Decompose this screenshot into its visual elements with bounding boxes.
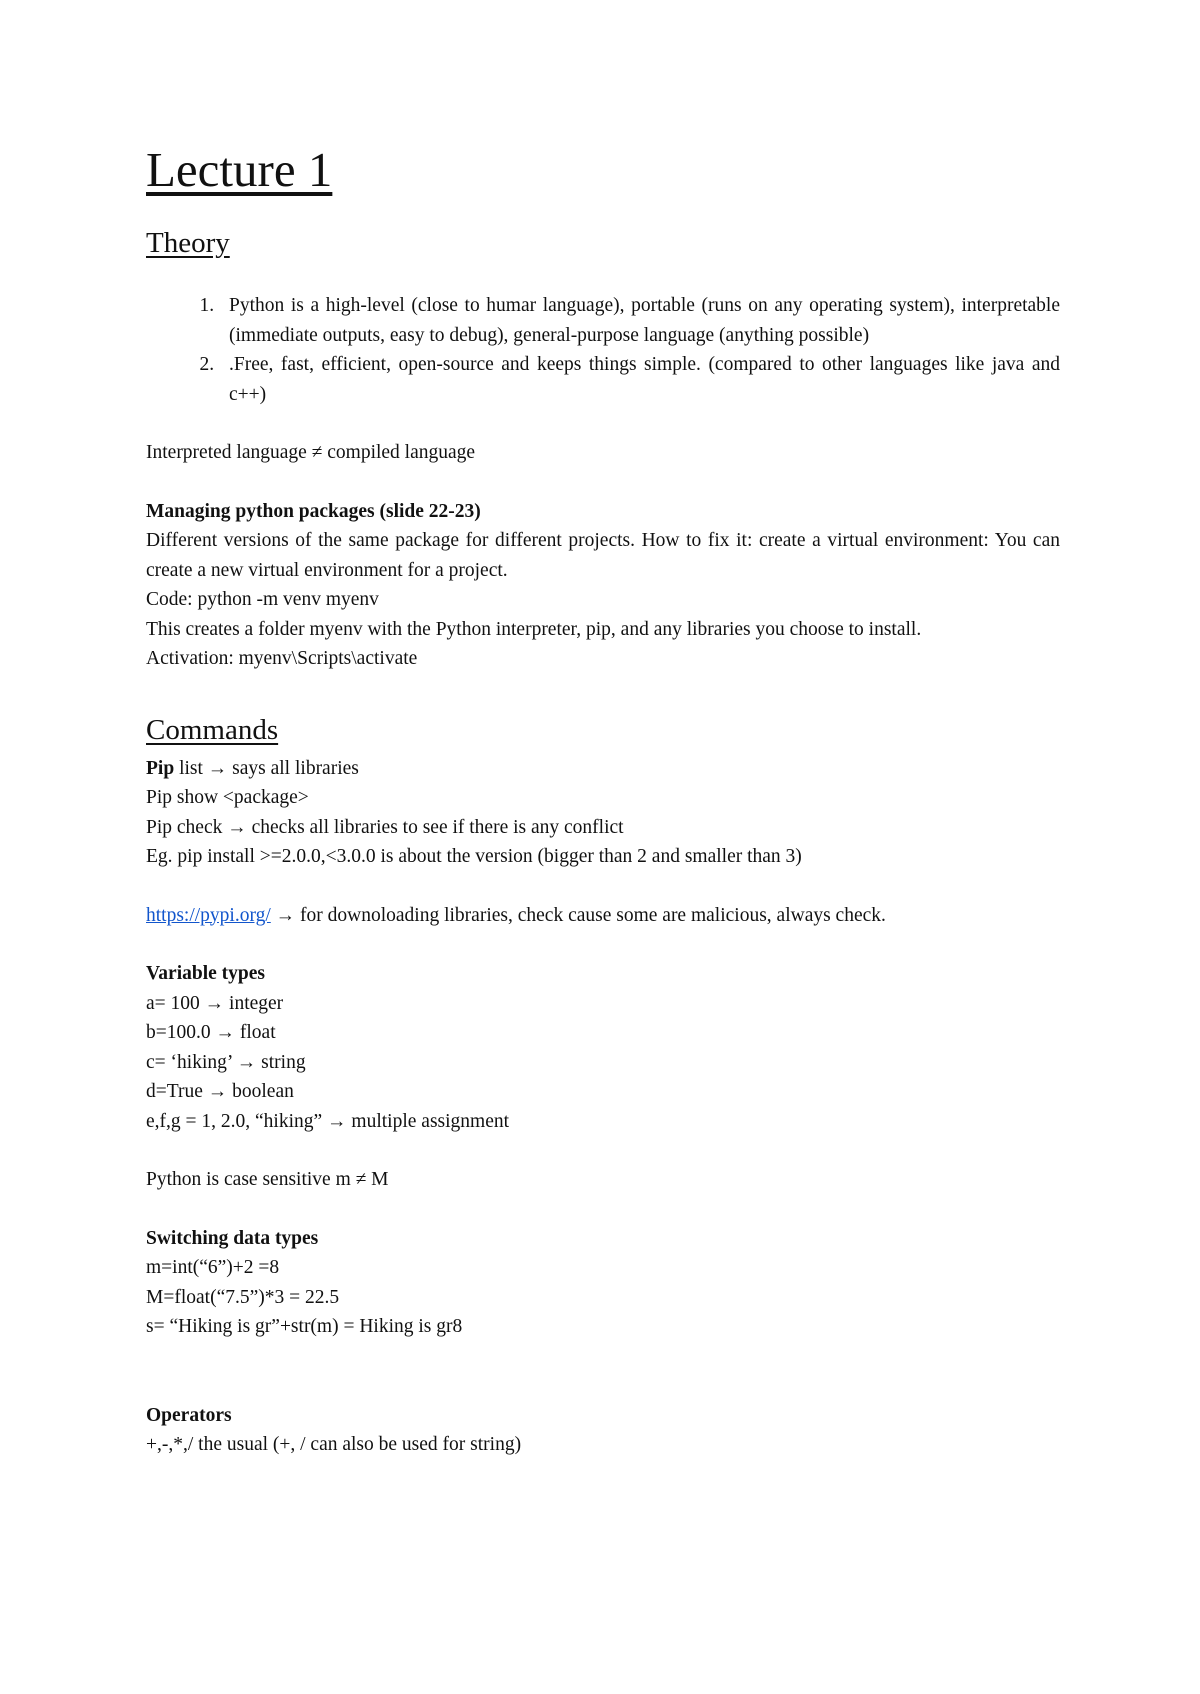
case-sensitive-line: Python is case sensitive m ≠ M: [146, 1169, 389, 1190]
code-line: Code: python -m venv myenv: [146, 589, 379, 610]
pypi-line: [146, 901, 1060, 931]
switching-heading: Switching data types: [146, 1227, 319, 1249]
pip-install-line: Eg. pip install >=2.0.0,<3.0.0 is about the version (bigger than 2 and smaller than 3): [146, 846, 802, 867]
pip-check-line: Pip check → checks all libraries to see if there is any conflict: [146, 816, 624, 838]
pypi-link[interactable]: https://pypi.org/: [146, 904, 271, 926]
variable-line: a= 100 → integer: [146, 992, 284, 1014]
operators-heading: Operators: [146, 1404, 232, 1426]
list-item: 2. .Free, fast, efficient, open-source and keeps things simple. (compared to other languages like java and c++): [219, 350, 1060, 409]
variable-line: d=True → boolean: [146, 1081, 294, 1102]
variable-line: c= ‘hiking’ → string: [146, 1051, 306, 1073]
theory-heading: Theory: [146, 227, 230, 259]
variable-types-heading: Variable types: [146, 963, 265, 984]
operators-line: +,-,*,/ the usual (+, / can also be used for string): [146, 1434, 522, 1455]
interpreted-line: Interpreted language ≠ compiled language: [146, 442, 476, 463]
packages-text: Different versions of the same package for different projects. How to fix it: create a virtual environment: You can create a new virtual environment for a project.: [146, 530, 1060, 581]
variable-line: e,f,g = 1, 2.0, “hiking” → multiple assignment: [146, 1110, 510, 1132]
switching-line: M=float(“7.5”)*3 = 22.5: [146, 1286, 340, 1308]
document-page: [146, 140, 1060, 1460]
folder-line: This creates a folder myenv with the Python interpreter, pip, and any libraries you choose to install.: [146, 618, 922, 640]
pip-show-line: Pip show <package>: [146, 787, 309, 808]
switching-line: m=int(“6”)+2 =8: [146, 1257, 280, 1278]
pypi-text: → for downoloading libraries, check cause some are malicious, always check.: [270, 904, 886, 926]
activation-line: Activation: myenv\Scripts\activate: [146, 648, 418, 669]
pip-bold: Pip: [146, 757, 175, 779]
page-title: Lecture 1: [146, 142, 333, 197]
pip-list-text: list → says all libraries: [174, 757, 359, 779]
theory-list: [146, 291, 1060, 409]
packages-heading: Managing python packages (slide 22-23): [146, 500, 481, 522]
list-item: 1. Python is a high-level (close to humar language), portable (runs on any operating system), interpretable (immediate outputs, easy to debug), general-purpose language (anything possible): [219, 291, 1060, 350]
variable-line: b=100.0 → float: [146, 1022, 276, 1043]
switching-line: s= “Hiking is gr”+str(m) = Hiking is gr8: [146, 1316, 463, 1337]
pip-list-line: [146, 754, 1060, 784]
commands-heading: Commands: [146, 713, 279, 746]
